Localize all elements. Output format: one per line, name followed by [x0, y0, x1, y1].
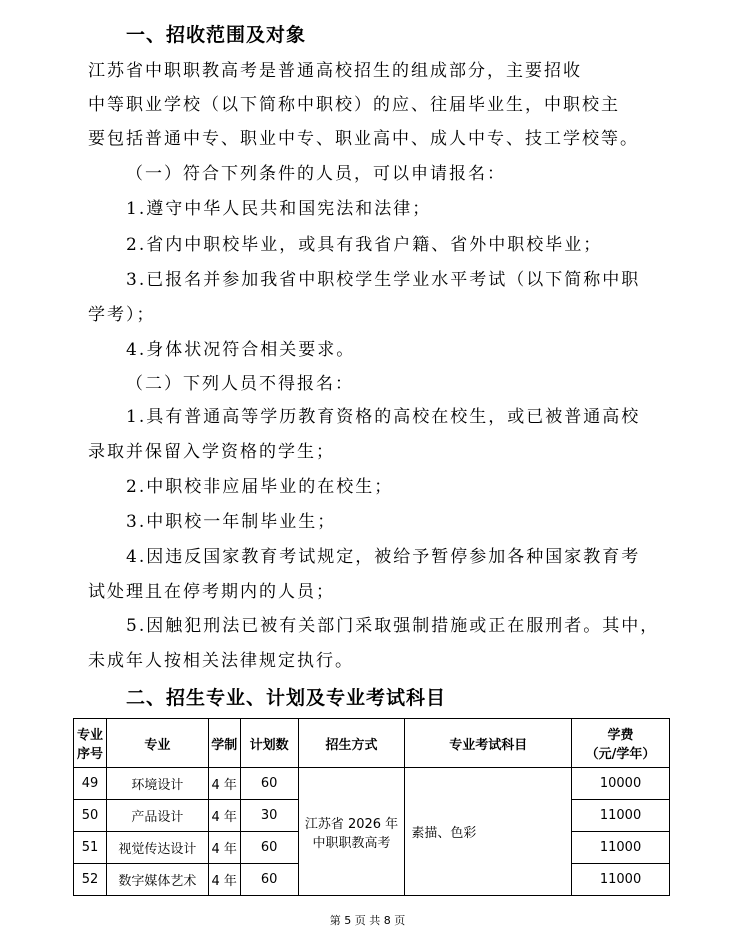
- cell-fee: 11000: [572, 864, 670, 896]
- cell-plan: 60: [240, 768, 298, 800]
- cell-major: 环境设计: [106, 768, 208, 800]
- table-row: [74, 768, 670, 800]
- cell-major: 视觉传达设计: [106, 832, 208, 864]
- section2-heading: 二、招生专业、计划及专业考试科目: [126, 687, 447, 709]
- part2-item: 4.因违反国家教育考试规定，被给予暂停参加各种国家教育考: [126, 547, 641, 567]
- cell-fee: 11000: [572, 800, 670, 832]
- part2-item: 5.因触犯刑法已被有关部门采取强制措施或正在服刑者。其中，: [126, 616, 660, 636]
- part1-item: 2.省内中职校毕业，或具有我省户籍、省外中职校毕业；: [126, 235, 603, 255]
- page-footer: 第 5 页 共 8 页: [329, 914, 406, 927]
- cell-plan: 30: [240, 800, 298, 832]
- section1-heading: 一、招收范围及对象: [126, 24, 307, 46]
- part1-item: 3.已报名并参加我省中职校学生学业水平考试（以下简称中职: [126, 270, 641, 290]
- cell-fee: 11000: [572, 832, 670, 864]
- part2-title: （二）下列人员不得报名：: [126, 374, 354, 394]
- major-plan-table: [73, 718, 670, 896]
- cell-fee: 10000: [572, 768, 670, 800]
- part1-title: （一）符合下列条件的人员，可以申请报名：: [126, 164, 506, 184]
- cell-seq: 50: [74, 800, 107, 832]
- part1-item: 1.遵守中华人民共和国宪法和法律；: [126, 199, 432, 219]
- intro-line: 要包括普通中专、职业中专、职业高中、成人中专、技工学校等。: [88, 129, 639, 149]
- part2-item: 3.中职校一年制毕业生；: [126, 512, 337, 532]
- part2-item: 2.中职校非应届毕业的在校生；: [126, 477, 394, 497]
- cell-plan: 60: [240, 832, 298, 864]
- cell-plan: 60: [240, 864, 298, 896]
- header-major: 专业: [106, 719, 208, 768]
- intro-line: 中等职业学校（以下简称中职校）的应、往届毕业生，中职校主: [88, 95, 620, 115]
- part2-item: 1.具有普通高等学历教育资格的高校在校生，或已被普通高校: [126, 407, 641, 427]
- header-fee: 学费 （元/学年）: [572, 719, 670, 768]
- table-header-row: [74, 719, 670, 768]
- header-subjects: 专业考试科目: [405, 719, 572, 768]
- part1-item: 学考）；: [88, 305, 156, 325]
- part2-item: 未成年人按相关法律规定执行。: [88, 651, 354, 671]
- part1-item: 4.身体状况符合相关要求。: [126, 340, 356, 360]
- cell-duration: 4 年: [208, 864, 240, 896]
- intro-line: 江苏省中职职教高考是普通高校招生的组成部分，主要招收: [88, 61, 582, 81]
- cell-subjects: 素描、色彩: [405, 768, 572, 896]
- header-plan: 计划数: [240, 719, 298, 768]
- cell-duration: 4 年: [208, 800, 240, 832]
- cell-duration: 4 年: [208, 832, 240, 864]
- header-seq: 专业 序号: [74, 719, 107, 768]
- cell-major: 产品设计: [106, 800, 208, 832]
- cell-seq: 51: [74, 832, 107, 864]
- part2-item: 录取并保留入学资格的学生；: [88, 442, 335, 462]
- header-method: 招生方式: [298, 719, 405, 768]
- cell-seq: 52: [74, 864, 107, 896]
- part2-item: 试处理且在停考期内的人员；: [88, 582, 335, 602]
- cell-method: 江苏省 2026 年 中职职教高考: [298, 768, 405, 896]
- cell-seq: 49: [74, 768, 107, 800]
- cell-duration: 4 年: [208, 768, 240, 800]
- cell-major: 数字媒体艺术: [106, 864, 208, 896]
- header-duration: 学制: [208, 719, 240, 768]
